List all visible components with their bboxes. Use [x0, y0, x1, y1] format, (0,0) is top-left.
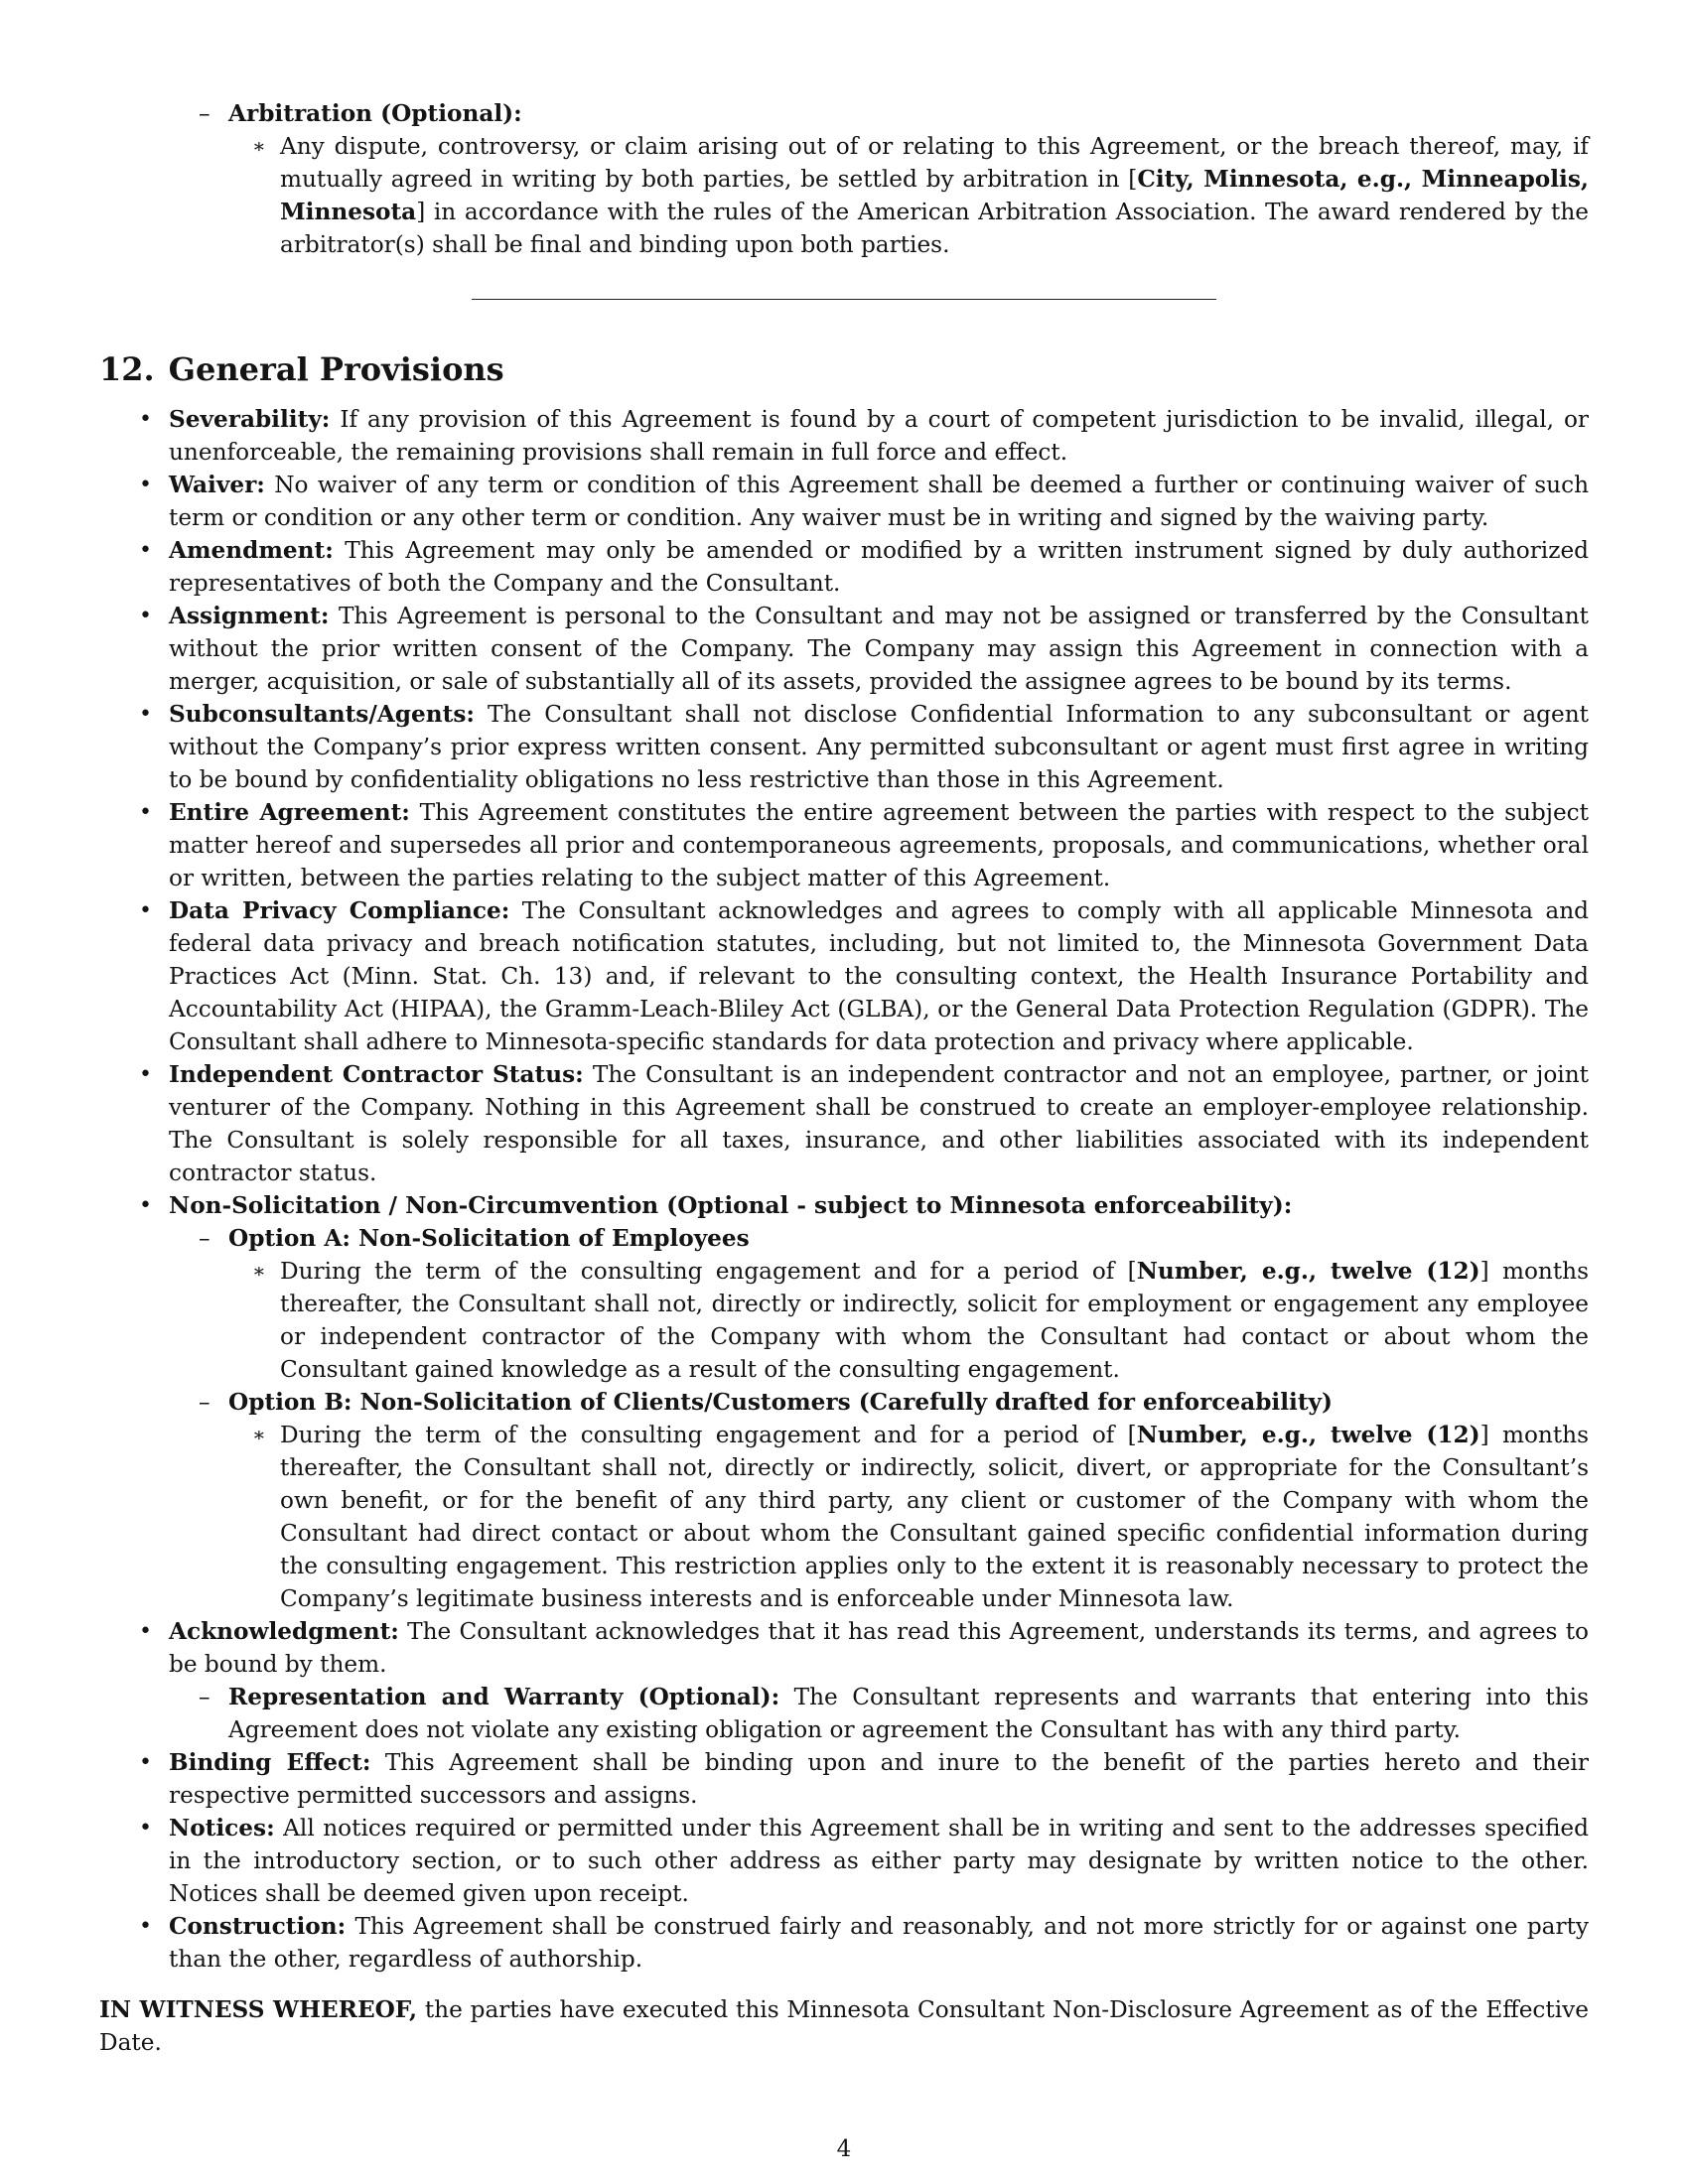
acknowledgment-item — [99, 1615, 1589, 1746]
section-title: General Provisions — [168, 350, 504, 388]
section-number: 12. — [99, 350, 155, 388]
provision-item — [99, 1746, 1589, 1812]
bullet-marker: • — [139, 1750, 152, 1775]
provision-item — [99, 698, 1589, 796]
provision-text: This Agreement constitutes the entire agreement between the parties with respect to the subject matter hereof and supersedes all prior and contemporaneous agreements, proposals, and communications, whether oral or written, between the parties relating to the subject matter of this Agreement. — [169, 799, 1589, 891]
bullet-marker: • — [139, 538, 152, 563]
arbitration-heading: Arbitration (Optional): — [228, 100, 522, 127]
provision-label: Binding Effect: — [169, 1749, 371, 1776]
provision-text: This Agreement may only be amended or modified by a written instrument signed by duly authorized representatives of both the Company and the Consultant. — [169, 537, 1590, 597]
provision-text: The Consultant acknowledges and agrees to comply with all applicable Minnesota and federal data privacy and breach notification statutes, including, but not limited to, the Minnesota Government Data Practices Act (Minn. Stat. Ch. 13) and, if relevant to the consulting context, the Health Insurance Portability and Accountability Act (HIPAA), the Gramm-Leach-Bliley Act (GLBA), or the General Data Protection Regulation (GDPR). The Consultant shall adhere to Minnesota-specific standards for data protection and privacy where applicable. — [169, 897, 1590, 1055]
asterisk-marker: ∗ — [252, 134, 266, 158]
dash-marker: – — [199, 100, 211, 127]
dash-marker: – — [199, 1684, 211, 1710]
provision-item — [99, 1910, 1589, 1976]
provision-text: The Consultant shall not disclose Confidential Information to any subconsultant or agent without the Company’s prior express written consent. Any permitted subconsultant or agent must first agree in writing to be bound by confidentiality obligations no less restrictive than those in this Agreement. — [169, 701, 1589, 793]
arbitration-item — [99, 97, 1589, 130]
arbitration-clause — [99, 130, 1589, 261]
provision-label: Subconsultants/Agents: — [169, 701, 475, 728]
provision-label: Notices: — [169, 1815, 275, 1842]
option-b-heading: Option B: Non-Solicitation of Clients/Customers (Carefully drafted for enforceability) — [228, 1389, 1333, 1416]
acknowledgment-text: The Consultant acknowledges that it has read this Agreement, understands its terms, and agrees to be bound by them. — [169, 1618, 1589, 1678]
bullet-marker: • — [139, 702, 152, 727]
section-heading — [99, 349, 1589, 389]
option-a — [99, 1222, 1589, 1255]
witness-paragraph — [99, 1993, 1589, 2059]
bullet-marker: • — [139, 473, 152, 497]
bullet-marker: • — [139, 1914, 152, 1939]
asterisk-marker: ∗ — [252, 1259, 266, 1283]
bullet-marker: • — [139, 800, 152, 825]
non-solicitation-item — [99, 1189, 1589, 1615]
non-solicitation-label: Non-Solicitation / Non-Circumvention (Optional - subject to Minnesota enforceability): — [169, 1192, 1293, 1219]
option-a-heading: Option A: Non-Solicitation of Employees — [228, 1225, 750, 1252]
provision-label: Entire Agreement: — [169, 799, 410, 826]
representation-label: Representation and Warranty (Optional): — [228, 1684, 780, 1710]
bullet-marker: • — [139, 1193, 152, 1218]
arbitration-placeholder: City, Minnesota, e.g., Minneapolis, Minnesota — [280, 166, 1589, 225]
provision-item — [99, 1058, 1589, 1189]
option-a-text-after: ] months thereafter, the Consultant shall not, directly or indirectly, solicit for employment or engagement any employee or independent contractor of the Company with whom the Consultant had contact or about whom the Consultant gained knowledge as a result of the consulting engagement. — [280, 1258, 1589, 1383]
bullet-marker: • — [139, 1619, 152, 1644]
provision-item — [99, 403, 1589, 469]
acknowledgment-label: Acknowledgment: — [169, 1618, 399, 1645]
provisions-list — [99, 403, 1589, 1976]
bullet-marker: • — [139, 1062, 152, 1087]
provision-item — [99, 796, 1589, 894]
provision-label: Amendment: — [169, 537, 334, 564]
provision-text: This Agreement shall be binding upon and inure to the benefit of the parties hereto and their respective permitted successors and assigns. — [169, 1749, 1589, 1809]
provision-label: Independent Contractor Status: — [169, 1061, 584, 1088]
bullet-marker: • — [139, 604, 152, 628]
provision-item — [99, 1812, 1589, 1910]
provision-item — [99, 469, 1589, 534]
provision-label: Construction: — [169, 1913, 347, 1940]
page-number: 4 — [836, 2136, 852, 2162]
provision-text: This Agreement shall be construed fairly and reasonably, and not more strictly for or against one party than the other, regardless of authorship. — [169, 1913, 1589, 1973]
provision-label: Severability: — [169, 406, 331, 433]
witness-text: the parties have executed this Minnesota Consultant Non-Disclosure Agreement as of the Effective Date. — [99, 1996, 1589, 2056]
bullet-marker: • — [139, 407, 152, 432]
provision-item — [99, 894, 1589, 1058]
option-b-placeholder: Number, e.g., twelve (12) — [1136, 1422, 1480, 1448]
option-b-clause — [99, 1419, 1589, 1615]
option-a-placeholder: Number, e.g., twelve (12) — [1136, 1258, 1480, 1285]
option-a-text-before: During the term of the consulting engagement and for a period of [ — [280, 1258, 1137, 1285]
arbitration-text-before: Any dispute, controversy, or claim arising out of or relating to this Agreement, or the breach thereof, may, if mutually agreed in writing by both parties, be settled by arbitration in [ — [280, 133, 1589, 193]
provision-item — [99, 600, 1589, 698]
provision-text: No waiver of any term or condition of this Agreement shall be deemed a further or continuing waiver of such term or condition or any other term or condition. Any waiver must be in writing and signed by the waiving party. — [169, 472, 1589, 531]
option-b — [99, 1386, 1589, 1419]
option-a-clause — [99, 1255, 1589, 1386]
dash-marker: – — [199, 1389, 211, 1416]
document-page — [99, 97, 1589, 2082]
witness-label: IN WITNESS WHEREOF, — [99, 1996, 418, 2023]
option-b-text-before: During the term of the consulting engagement and for a period of [ — [280, 1422, 1137, 1448]
dash-marker: – — [199, 1225, 211, 1252]
provision-text: All notices required or permitted under this Agreement shall be in writing and sent to the addresses specified in the introductory section, or to such other address as either party may designate by written notice to the other. Notices shall be deemed given upon receipt. — [169, 1815, 1589, 1907]
bullet-marker: • — [139, 1816, 152, 1841]
provision-item — [99, 534, 1589, 600]
horizontal-divider — [472, 299, 1216, 300]
option-b-text-after: ] months thereafter, the Consultant shall not, directly or indirectly, solicit, divert, or appropriate for the Consultant’s own benefit, or for the benefit of any third party, any client or customer of the Company with whom the Consultant had direct contact or about whom the Consultant gained specific confidential information during the consulting engagement. This restriction applies only to the extent it is reasonably necessary to protect the Company’s legitimate business interests and is enforceable under Minnesota law. — [280, 1422, 1589, 1612]
provision-text: The Consultant is an independent contractor and not an employee, partner, or joint venturer of the Company. Nothing in this Agreement shall be construed to create an employer-employee relationship. The Consultant is solely responsible for all taxes, insurance, and other liabilities associated with its independent contractor status. — [169, 1061, 1589, 1186]
asterisk-marker: ∗ — [252, 1423, 266, 1446]
provision-label: Waiver: — [169, 472, 265, 498]
representation-warranty — [99, 1681, 1589, 1746]
representation-text: The Consultant represents and warrants that entering into this Agreement does not violate any existing obligation or agreement the Consultant has with any third party. — [228, 1684, 1589, 1743]
arbitration-text-after: ] in accordance with the rules of the American Arbitration Association. The award rendered by the arbitrator(s) shall be final and binding upon both parties. — [280, 199, 1589, 258]
provision-label: Assignment: — [169, 603, 330, 629]
provision-text: This Agreement is personal to the Consultant and may not be assigned or transferred by the Consultant without the prior written consent of the Company. The Company may assign this Agreement in connection with a merger, acquisition, or sale of substantially all of its assets, provided the assignee agrees to be bound by its terms. — [169, 603, 1589, 695]
provision-text: If any provision of this Agreement is found by a court of competent jurisdiction to be invalid, illegal, or unenforceable, the remaining provisions shall remain in full force and effect. — [169, 406, 1589, 466]
provision-label: Data Privacy Compliance: — [169, 897, 510, 924]
bullet-marker: • — [139, 898, 152, 923]
